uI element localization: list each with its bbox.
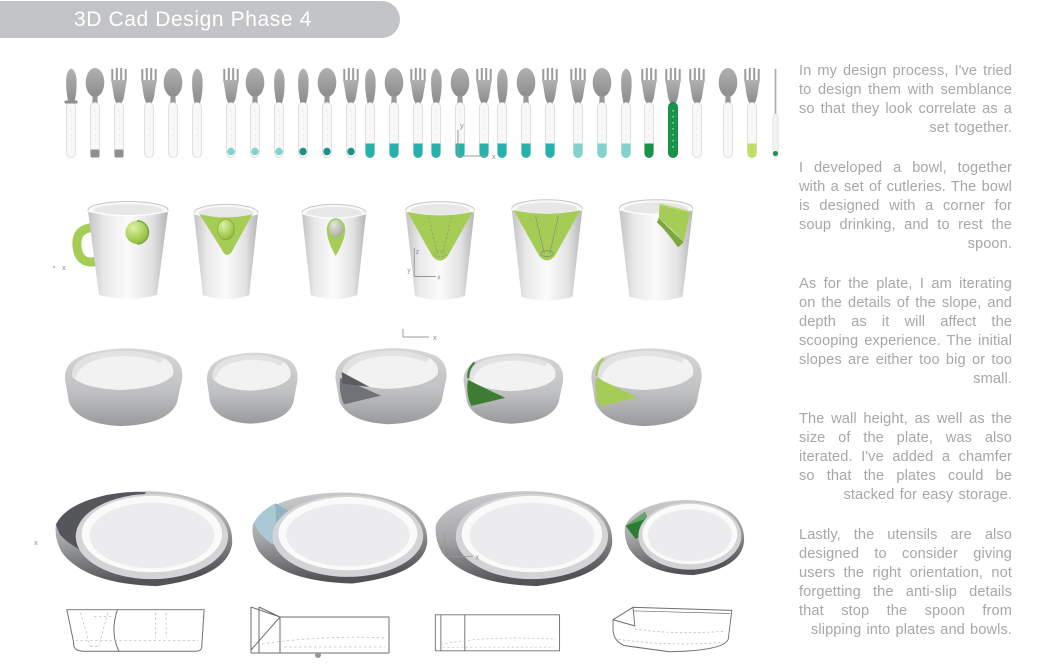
technical-drawing-4 [604,598,740,660]
description-paragraph: I developed a bowl, together with a set of cutleries. The bowl is designed with a corner for soup drinking, and to rest the spoon. [799,160,1012,252]
svg-text:y: y [407,266,411,275]
cup-render-3 [294,200,374,304]
description-panel [799,62,1012,661]
cutlery-set-5 [359,66,429,162]
svg-text:x: x [492,152,496,161]
cup-render-1 [72,197,178,304]
plate-render-1 [50,477,238,596]
description-paragraph: The wall height, as well as the size of the plate, was also iterated. I've added a chamfer so that the plates could be stacked for easy storage. [799,411,1012,503]
cutlery-set-2 [138,66,208,162]
cutlery-set-1 [60,66,130,162]
svg-text:z: z [415,248,420,257]
cutlery-set-8 [567,66,637,162]
axis-marker-x-cups [50,258,80,272]
page-title: 3D Cad Design Phase 4 [74,7,312,31]
cutlery-set-7 [491,66,561,162]
plate-render-2 [247,479,433,593]
technical-drawing-1 [62,601,208,659]
marker-dot [314,651,322,659]
cutlery-set-4 [292,66,362,162]
bowl-render-3 [327,340,452,431]
technical-drawing-3 [428,604,566,658]
axis-marker-x-bowls [398,324,446,344]
title-bar [0,1,400,38]
svg-text:x: x [34,538,38,547]
bowl-render-2 [200,345,302,430]
cup-render-4 [397,197,483,305]
cup-render-6 [610,195,702,306]
bowl-render-4 [456,346,568,430]
plate-render-3 [430,477,618,596]
description-paragraph: Lastly, the utensils are also designed to consider giving users the right orientation, not forgetting the anti-slip details that stop the spoon from slipping into plates and bowls. [799,527,1012,638]
plate-render-4 [621,489,748,583]
svg-text:x: x [62,263,66,272]
cutlery-set-3 [220,66,290,162]
cup-render-5 [503,195,591,306]
svg-text:x: x [437,274,441,282]
description-paragraph: In my design process, I've tried to design them with semblance so that they look correlate as a set together. [799,63,1012,136]
svg-text:x: x [433,333,437,342]
svg-text:y: y [460,121,464,130]
cup-render-2 [186,200,266,304]
axis-marker-yx [448,118,500,168]
cutlery-set-10 [717,66,787,162]
bowl-render-5 [583,340,707,433]
description-paragraph: As for the plate, I am iterating on the details of the slope, and depth as it will affect the scooping experience. The initial slopes are either too big or too small. [799,276,1012,387]
cutlery-set-9 [638,66,708,162]
svg-text:x: x [475,552,480,562]
bowl-render-1 [56,340,188,433]
axis-marker-x-plates [30,534,50,548]
